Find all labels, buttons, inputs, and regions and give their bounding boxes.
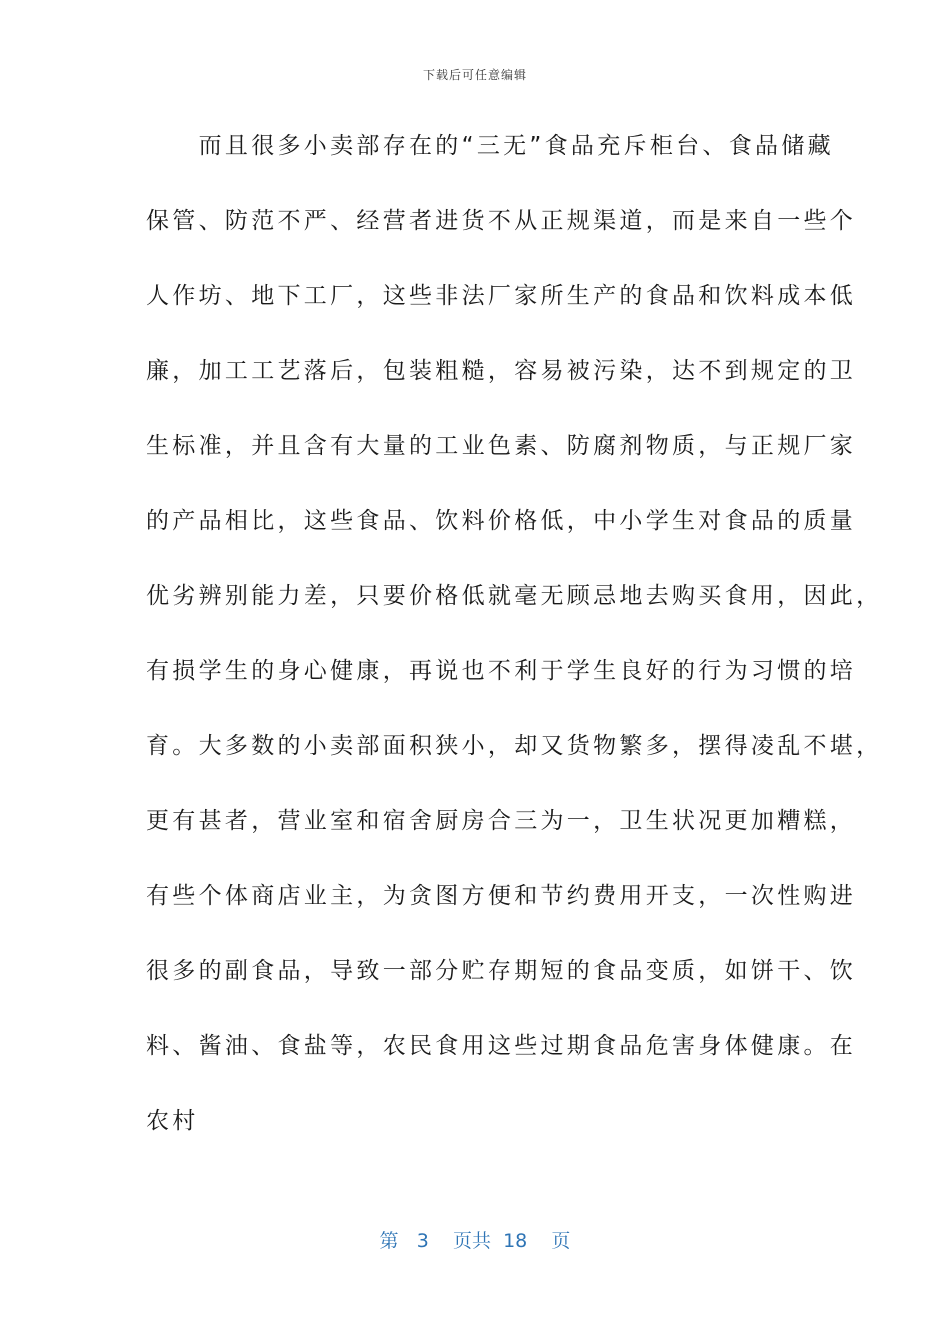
body-line: 更有甚者，营业室和宿舍厨房合三为一，卫生状况更加糟糕， (146, 808, 857, 834)
footer-suffix: 页 (551, 1230, 571, 1252)
body-line: 而且很多小卖部存在的“三无”食品充斥柜台、食品储藏 (146, 133, 834, 159)
body-line: 有损学生的身心健康，再说也不利于学生良好的行为习惯的培 (146, 658, 857, 684)
body-line: 生标准，并且含有大量的工业色素、防腐剂物质，与正规厂家 (146, 433, 857, 459)
body-line: 很多的副食品，导致一部分贮存期短的食品变质，如饼干、饮 (146, 958, 857, 984)
total-page-count: 18 (503, 1230, 528, 1252)
body-line: 育。大多数的小卖部面积狭小，却又货物繁多，摆得凌乱不堪， (146, 733, 883, 759)
body-line: 优劣辨别能力差，只要价格低就毫无顾忌地去购买食用，因此， (146, 583, 883, 609)
body-line: 的产品相比，这些食品、饮料价格低，中小学生对食品的质量 (146, 508, 857, 534)
body-line: 人作坊、地下工厂，这些非法厂家所生产的食品和饮料成本低 (146, 283, 857, 309)
body-line: 料、酱油、食盐等，农民食用这些过期食品危害身体健康。在 (146, 1033, 857, 1059)
body-line: 农村 (146, 1108, 199, 1134)
page-footer (0, 1226, 950, 1253)
body-line: 保管、防范不严、经营者进货不从正规渠道，而是来自一些个 (146, 208, 857, 234)
page-header-note: 下载后可任意编辑 (422, 68, 527, 82)
body-line: 有些个体商店业主，为贪图方便和节约费用开支，一次性购进 (146, 883, 857, 909)
document-body (146, 126, 883, 1176)
footer-prefix: 第 (379, 1230, 399, 1252)
body-line: 廉，加工工艺落后，包装粗糙，容易被污染，达不到规定的卫 (146, 358, 857, 384)
footer-middle: 页共 (452, 1230, 491, 1252)
current-page-number: 3 (416, 1230, 429, 1252)
